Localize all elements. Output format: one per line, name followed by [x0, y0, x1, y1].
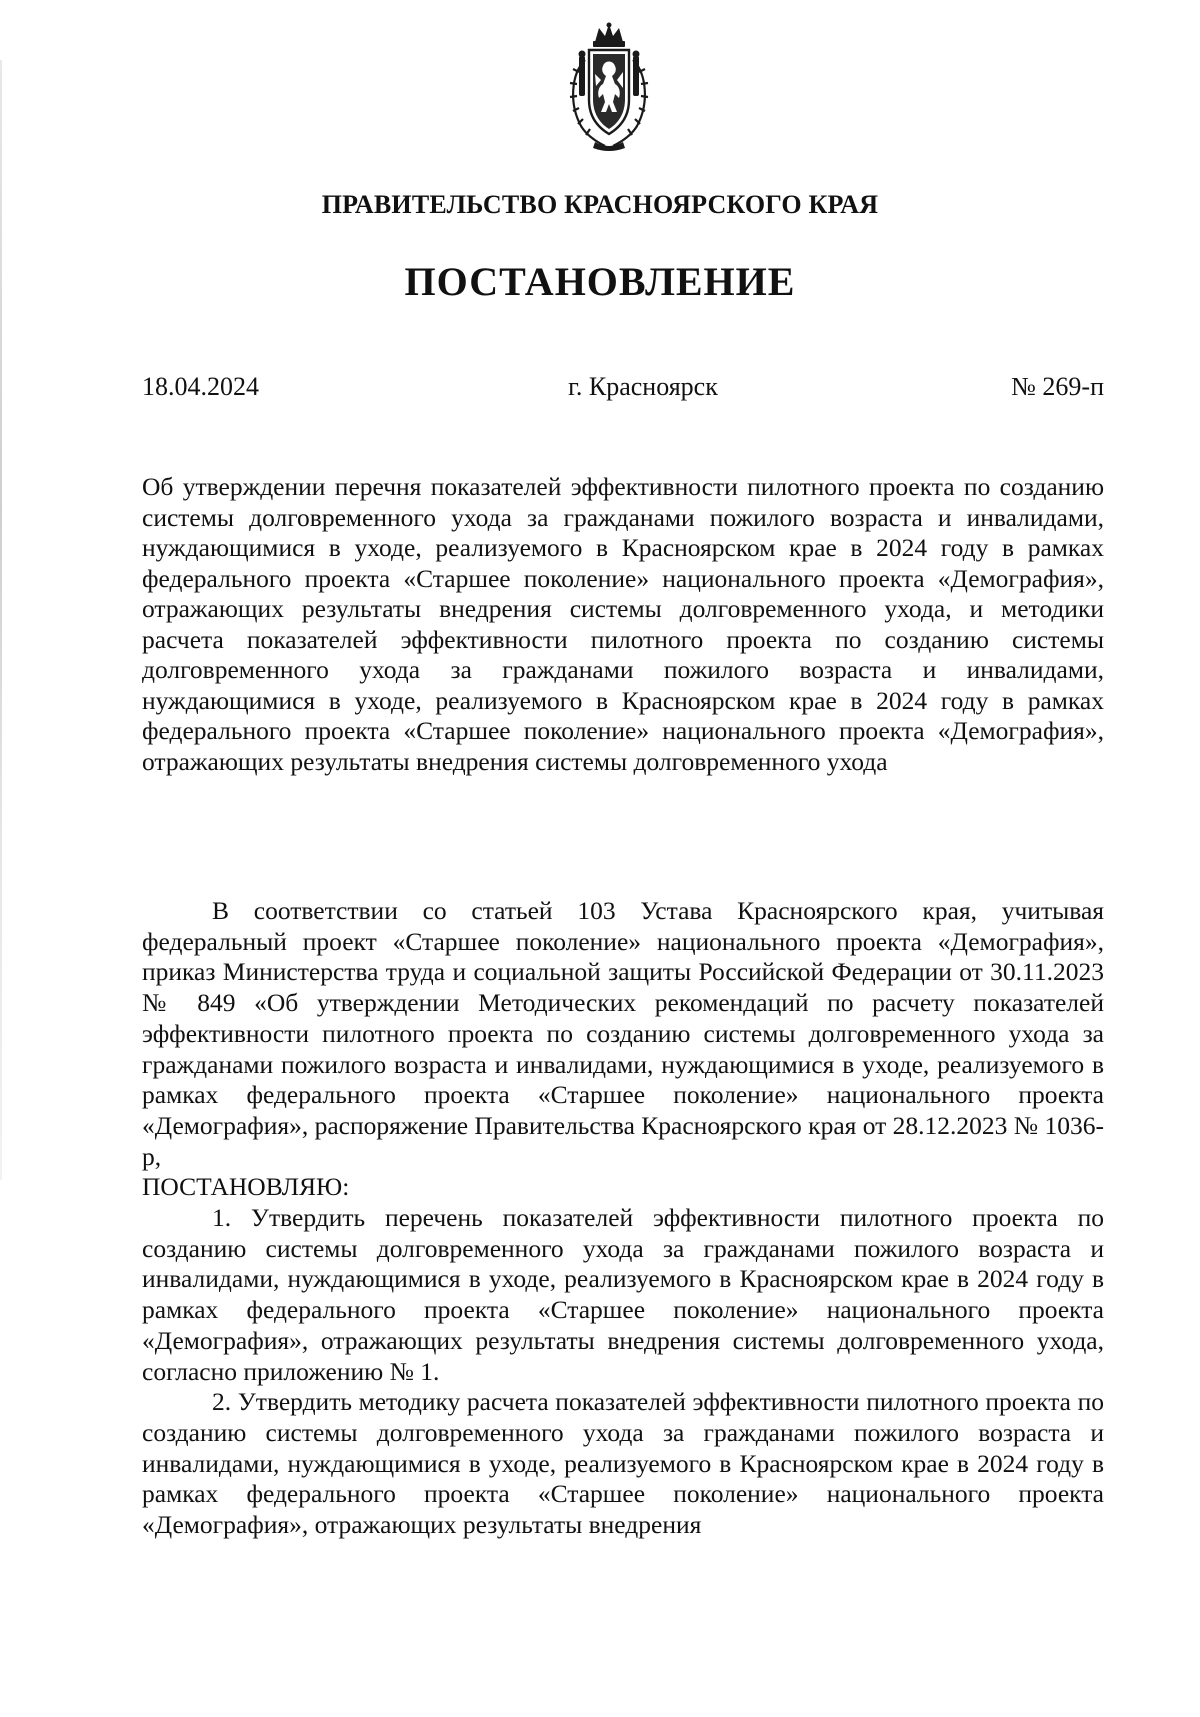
item-1-paragraph: 1. Утвердить перечень показателей эффективности пилотного проекта по созданию системы долговременного ухода за гражданами пожилого возраста и инвалидами, нуждающимися в уходе, реализуемого в Красноярском крае в 2024 году в рамках федерального проекта «Старшее поколение» национального проекта «Демография», отражающих результаты внедрения системы долговременного ухода, согласно приложению № 1. [142, 1203, 1104, 1386]
item-2-paragraph: 2. Утвердить методику расчета показателей эффективности пилотного проекта по созданию системы долговременного ухода за гражданами пожилого возраста и инвалидами, нуждающимися в уходе, реализуемого в Красноярском крае в 2024 году в рамках федерального проекта «Старшее поколение» национального проекта «Демография», отражающих результаты внедрения [142, 1387, 1104, 1540]
resolve-keyword: ПОСТАНОВЛЯЮ: [142, 1172, 350, 1202]
document-number: № 269-п [1011, 372, 1104, 401]
document-type-heading: ПОСТАНОВЛЕНИЕ [404, 259, 796, 304]
scan-edge-shadow [0, 60, 2, 1180]
document-meta-row [142, 372, 1104, 406]
document-city: г. Красноярск [568, 372, 718, 401]
document-body [142, 896, 1104, 1541]
preamble-paragraph: В соответствии со статьей 103 Устава Красноярского края, учитывая федеральный проект «Старшее поколение» национального проекта «Демография», приказ Министерства труда и социальной защиты Российской Федерации от 30.11.2023 № 849 «Об утверждении Методических рекомендаций по расчету показателей эффективности пилотного проекта по созданию системы долговременного ухода за гражданами пожилого возраста и инвалидами, нуждающимися в уходе, реализуемого в рамках федерального проекта «Старшее поколение» национального проекта «Демография», распоряжение Правительства Красноярского края от 28.12.2023 № 1036-р, [142, 896, 1104, 1171]
document-date: 18.04.2024 [142, 372, 259, 401]
document-title: Об утверждении перечня показателей эффективности пилотного проекта по созданию системы долговременного ухода за гражданами пожилого возраста и инвалидами, нуждающимися в уходе, реализуемого в Красноярском крае в 2024 году в рамках федерального проекта «Старшее поколение» национального проекта «Демография», отражающих результаты внедрения системы долговременного ухода, и методики расчета показателей эффективности пилотного проекта по созданию системы долговременного ухода за гражданами пожилого возраста и инвалидами, нуждающимися в уходе, реализуемого в Красноярском крае в 2024 году в рамках федерального проекта «Старшее поколение» национального проекта «Демография», отражающих результаты внедрения системы долговременного ухода [142, 472, 1104, 776]
organization-name: ПРАВИТЕЛЬСТВО КРАСНОЯРСКОГО КРАЯ [321, 190, 879, 219]
coat-of-arms-emblem [565, 22, 653, 152]
